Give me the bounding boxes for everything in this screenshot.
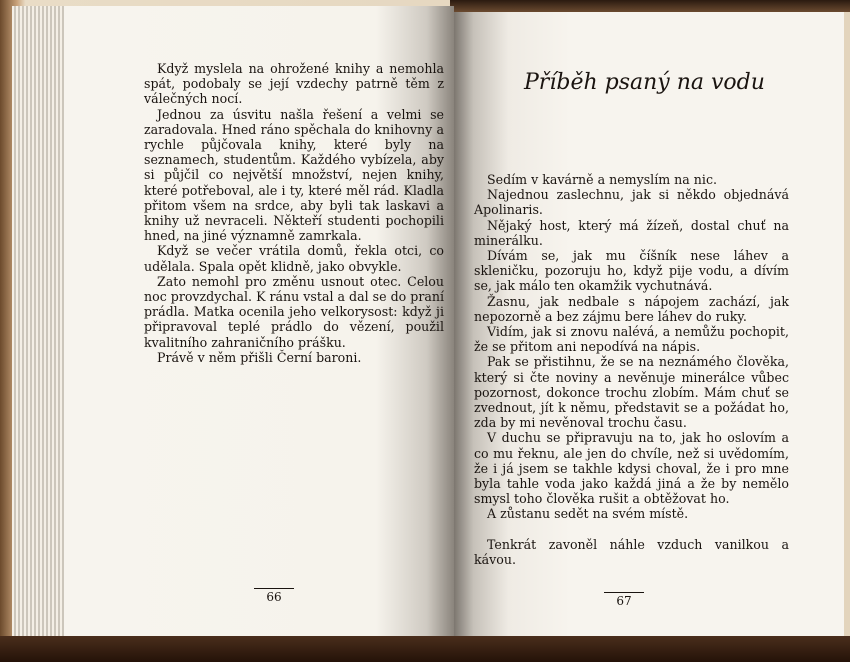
paragraph: Když myslela na ohrožené knihy a nemohla spát, podobaly se její vzdechy patrně těm z válečných nocí. <box>144 61 444 107</box>
paragraph: Pak se přistihnu, že se na neznámého člověka, který si čte noviny a nevěnuje minerálce vůbec pozornost, dokonce trochu zlobím. Mám chuť se zvednout, jít k němu, představit se a požádat ho, zda by mi nevěnoval trochu času. <box>474 354 789 431</box>
paragraph: Najednou zaslechnu, jak si někdo objednává Apolinaris. <box>474 187 789 218</box>
paragraph: Dívám se, jak mu číšník nese láhev a skleničku, pozoruju ho, když pije vodu, a dívím se, jak málo ten okamžik vychutnává. <box>474 248 789 294</box>
paragraph: Právě v něm přišli Černí baroni. <box>157 349 362 365</box>
closing-paragraph: Tenkrát zavoněl náhle vzduch vanilkou a kávou. <box>474 536 789 567</box>
paragraph: Jednou za úsvitu našla řešení a velmi se zaradovala. Hned ráno spěchala do knihovny a rychle půjčovala knihy, které byly na seznamech, studentům. Každého vybízela, aby si půjčil co největší množství, nejen knihy, které potřeboval, ale i ty, které měl rád. Kladla přitom všem na srdce, aby byli tak laskavi a knihy už nevraceli. Někteří studenti pochopili hned, na jiné významně zamrkala. <box>144 106 444 244</box>
paragraph: Sedím v kavárně a nemyslím na nic. <box>487 172 717 187</box>
left-page-text <box>144 61 444 365</box>
paragraph: Nějaký host, který má žízeň, dostal chuť na minerálku. <box>474 217 789 248</box>
paragraph: A zůstanu sedět na svém místě. <box>487 506 689 522</box>
paragraph: Zato nemohl pro změnu usnout otec. Celou noc provzdychal. K ránu vstal a dal se do praní prádla. Matka ocenila jeho velkorysost: když ji připravoval teplé prádlo do vězení, použil kvalitního zahraničního prášku. <box>144 273 444 350</box>
page-number-left: 66 <box>254 588 294 604</box>
right-page <box>454 12 844 636</box>
right-page-text <box>474 172 789 567</box>
paragraph: Žasnu, jak nedbale s nápojem zachází, jak nepozorně a bez zájmu bere láhev do ruky. <box>474 293 789 324</box>
paragraph: V duchu se připravuju na to, jak ho oslovím a co mu řeknu, ale jen do chvíle, než si uvědomím, že i já jsem se takhle kdysi choval, že i pro mne byla tahle voda jako každá jiná a že by nemělo smysl toho člověka rušit a obtěžovat ho. <box>474 430 789 507</box>
paragraph: Vidím, jak si znovu nalévá, a nemůžu pochopit, že se přitom ani nepodívá na nápis. <box>474 324 789 355</box>
chapter-title: Příběh psaný na vodu <box>524 70 765 95</box>
book-cover-bottom <box>0 636 850 662</box>
left-page <box>64 6 454 636</box>
paragraph-gap <box>474 522 789 537</box>
book-cover-edge <box>450 0 850 12</box>
page-edges <box>12 6 64 636</box>
paragraph: Když se večer vrátila domů, řekla otci, co udělala. Spala opět klidně, jako obvykle. <box>144 243 444 274</box>
page-number-right: 67 <box>604 592 644 608</box>
